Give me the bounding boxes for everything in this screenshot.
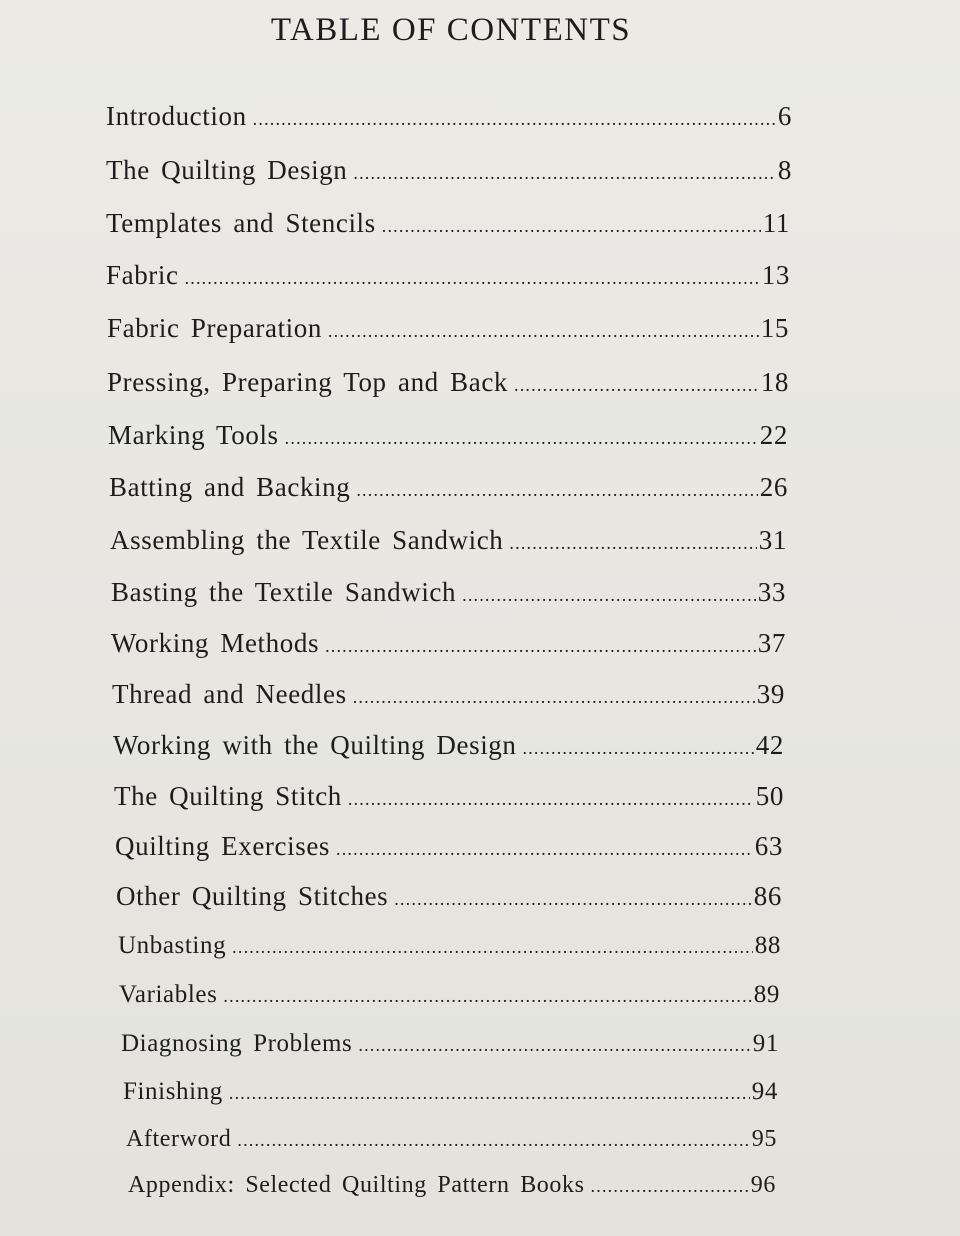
dot-leader [509,525,756,561]
toc-entry-title: Working with the Quilting Design [113,730,517,760]
toc-entry-page: 31 [758,525,787,555]
toc-entry-title: Assembling the Textile Sandwich [110,525,504,555]
toc-entry-title: Thread and Needles [112,679,347,709]
toc-entry [112,676,785,712]
dot-leader [514,367,759,403]
dot-leader [325,628,756,664]
toc-entry-page: 11 [762,208,790,238]
toc-entry [126,1121,777,1157]
dot-leader [358,1027,750,1063]
dot-leader [336,831,753,867]
toc-entry [107,364,789,400]
toc-entry-title: Basting the Textile Sandwich [111,577,457,607]
dot-leader [285,420,758,456]
toc-entry-page: 91 [752,1030,779,1057]
dot-leader [232,929,753,965]
toc-entry [113,727,784,763]
toc-entry [108,417,788,453]
toc-entry-title: Templates and Stencils [106,208,376,238]
toc-entry-title: Batting and Backing [109,472,351,502]
dot-leader [185,260,760,296]
toc-entry [109,469,788,505]
toc-entry-page: 6 [777,101,792,131]
toc-entry [121,1026,779,1062]
toc-entry-title: Other Quilting Stitches [116,881,389,911]
dot-leader [253,101,776,137]
toc-entry [116,878,782,914]
dot-leader [382,208,761,244]
toc-entry-page: 89 [753,981,780,1008]
toc-entry [106,152,792,188]
toc-entry-title: Finishing [123,1078,223,1105]
toc-entry [123,1074,778,1110]
toc-entry-page: 63 [754,831,783,861]
dot-leader [229,1075,750,1111]
toc-entry-page: 22 [759,420,788,450]
dot-leader [394,881,752,917]
toc-entry-title: Diagnosing Problems [121,1030,353,1057]
toc-entry [107,310,789,346]
toc-entry-page: 42 [755,730,784,760]
toc-entry-title: Fabric Preparation [107,313,322,343]
toc-entry-page: 13 [761,260,790,290]
dot-leader [237,1122,749,1158]
toc-entry [118,928,781,964]
toc-entry-page: 50 [755,781,784,811]
toc-entry-title: Pressing, Preparing Top and Back [107,367,509,397]
dot-leader [348,781,754,817]
toc-entry-page: 86 [753,881,782,911]
toc-entry [115,828,783,864]
toc-entry-title: Marking Tools [108,420,279,450]
toc-entry-page: 15 [760,313,789,343]
toc-entry [106,98,792,134]
toc-entry-page: 96 [750,1172,776,1198]
dot-leader [462,577,756,613]
toc-entry [114,778,784,814]
toc-entry-title: The Quilting Design [106,155,348,185]
toc-entry [111,574,786,610]
toc-entry-page: 26 [759,472,788,502]
toc-entry-page: 88 [754,932,781,959]
toc-entry-page: 18 [760,367,789,397]
toc-entry-title: Working Methods [111,628,320,658]
dot-leader [328,313,759,349]
dot-leader [591,1168,749,1204]
toc-entry [119,977,780,1013]
page-title: TABLE OF CONTENTS [270,12,632,48]
toc-entry-title: Introduction [106,101,247,131]
toc-entry-page: 95 [751,1126,777,1152]
toc-entry-title: The Quilting Stitch [114,781,342,811]
dot-leader [353,155,776,191]
toc-entry-title: Unbasting [118,932,227,959]
toc-entry-title: Appendix: Selected Quilting Pattern Books [128,1172,585,1198]
toc-entry-title: Fabric [106,260,179,290]
toc-entry-page: 33 [757,577,786,607]
toc-entry-title: Quilting Exercises [115,831,331,861]
dot-leader [353,679,755,715]
toc-entry-page: 39 [756,679,785,709]
toc-entry [106,257,790,293]
toc-entry-title: Variables [119,981,218,1008]
toc-entry-title: Afterword [126,1126,232,1152]
toc-entry [106,205,790,241]
toc-entry-page: 8 [777,155,792,185]
toc-entry [111,625,786,661]
toc-entry [128,1167,776,1203]
toc-entry-page: 37 [757,628,786,658]
dot-leader [356,472,757,508]
dot-leader [223,978,751,1014]
toc-entry-page: 94 [751,1078,778,1105]
dot-leader [523,730,754,766]
toc-entry [110,522,787,558]
